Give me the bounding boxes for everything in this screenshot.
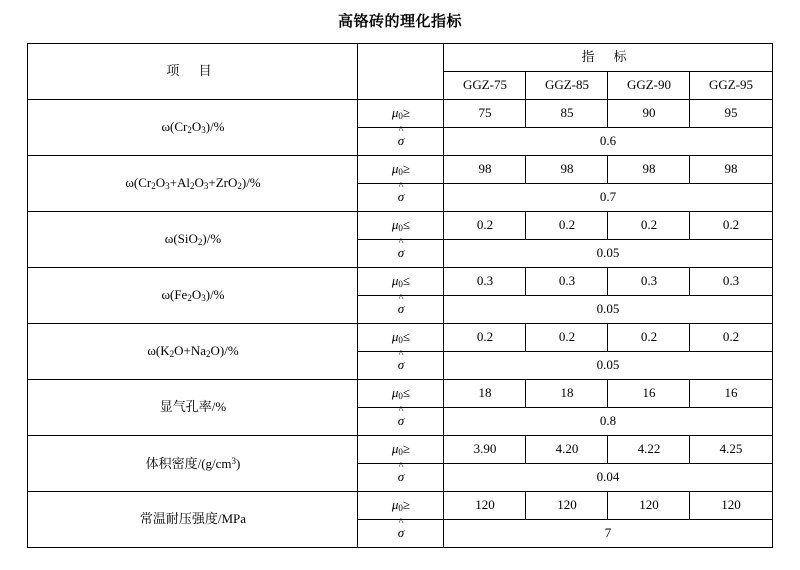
table-row [28,212,772,240]
row-label: 常温耐压强度/MPa [28,492,358,548]
document-page [0,10,800,570]
header-row-top [28,44,772,72]
row-sigma-symbol: ^ σ [358,352,444,380]
row-sigma-value: 0.04 [444,464,772,492]
row-value: 75 [444,100,526,128]
row-sigma-value: 0.05 [444,240,772,268]
row-mu-symbol: μ0≤ [358,324,444,352]
row-value: 16 [690,380,772,408]
row-value: 120 [526,492,608,520]
row-label: $\omega(K_2O+Na_2O)/\%$ [28,324,358,380]
row-sigma-value: 0.05 [444,296,772,324]
row-sigma-symbol: ^ σ [358,128,444,156]
header-grade-0: GGZ-75 [444,72,526,100]
row-sigma-symbol: ^ σ [358,464,444,492]
row-mu-symbol: μ0≥ [358,156,444,184]
row-label: ω(SiO$_2$)/% [28,212,358,268]
page-title: 高铬砖的理化指标 [337,13,462,30]
row-value: 4.22 [608,436,690,464]
header-grade-3: GGZ-95 [690,72,772,100]
row-mu-symbol: μ0≤ [358,380,444,408]
table-row [28,436,772,464]
row-value: 120 [444,492,526,520]
table-body [28,100,772,548]
row-sigma-symbol: ^ σ [358,520,444,548]
row-value: 0.2 [608,212,690,240]
row-value: 90 [608,100,690,128]
row-value: 18 [444,380,526,408]
row-sigma-value: 7 [444,520,772,548]
row-value: 120 [690,492,772,520]
row-mu-symbol: μ0≥ [358,100,444,128]
row-label: 体积密度$/(g/cm^3)$ [28,436,358,492]
table-header [28,44,772,100]
row-value: 0.2 [526,324,608,352]
row-value: 0.2 [690,324,772,352]
row-mu-symbol: μ0≥ [358,492,444,520]
row-value: 95 [690,100,772,128]
row-label: 显气孔率/% [28,380,358,436]
row-sigma-symbol: ^ σ [358,240,444,268]
row-sigma-value: 0.6 [444,128,772,156]
row-value: 4.20 [526,436,608,464]
row-value: 0.2 [444,324,526,352]
row-value: 120 [608,492,690,520]
table-row [28,324,772,352]
row-sigma-symbol: ^ σ [358,408,444,436]
row-sigma-value: 0.05 [444,352,772,380]
row-value: 0.3 [690,268,772,296]
row-sigma-symbol: ^ σ [358,296,444,324]
row-value: 4.25 [690,436,772,464]
row-value: 85 [526,100,608,128]
spec-table [27,43,772,548]
table-row [28,268,772,296]
row-label: $\omega(Cr_2O_3+Al_2O_3+ZrO_2)/\%$ [28,156,358,212]
table-row [28,380,772,408]
row-value: 0.3 [444,268,526,296]
row-value: 0.2 [444,212,526,240]
row-label: $\omega(Cr_2O_3)/\%$ [28,100,358,156]
row-value: 98 [444,156,526,184]
row-mu-symbol: μ0≤ [358,268,444,296]
row-mu-symbol: μ0≥ [358,436,444,464]
row-value: 16 [608,380,690,408]
table-row [28,492,772,520]
row-mu-symbol: μ0≤ [358,212,444,240]
row-label: $\omega(Fe_2O_3)/\%$ [28,268,358,324]
row-value: 98 [526,156,608,184]
row-value: 18 [526,380,608,408]
row-value: 0.3 [608,268,690,296]
header-grade-1: GGZ-85 [526,72,608,100]
table-row [28,100,772,128]
row-sigma-value: 0.8 [444,408,772,436]
row-value: 0.2 [690,212,772,240]
header-grade-2: GGZ-90 [608,72,690,100]
row-value: 0.2 [526,212,608,240]
header-symbol-spacer [358,44,444,100]
row-sigma-value: 0.7 [444,184,772,212]
row-value: 98 [608,156,690,184]
row-value: 98 [690,156,772,184]
header-index: 指 标 [444,44,772,72]
row-sigma-symbol: ^ σ [358,184,444,212]
row-value: 0.3 [526,268,608,296]
header-item: 项 目 [28,44,358,100]
row-value: 0.2 [608,324,690,352]
row-value: 3.90 [444,436,526,464]
table-row [28,156,772,184]
